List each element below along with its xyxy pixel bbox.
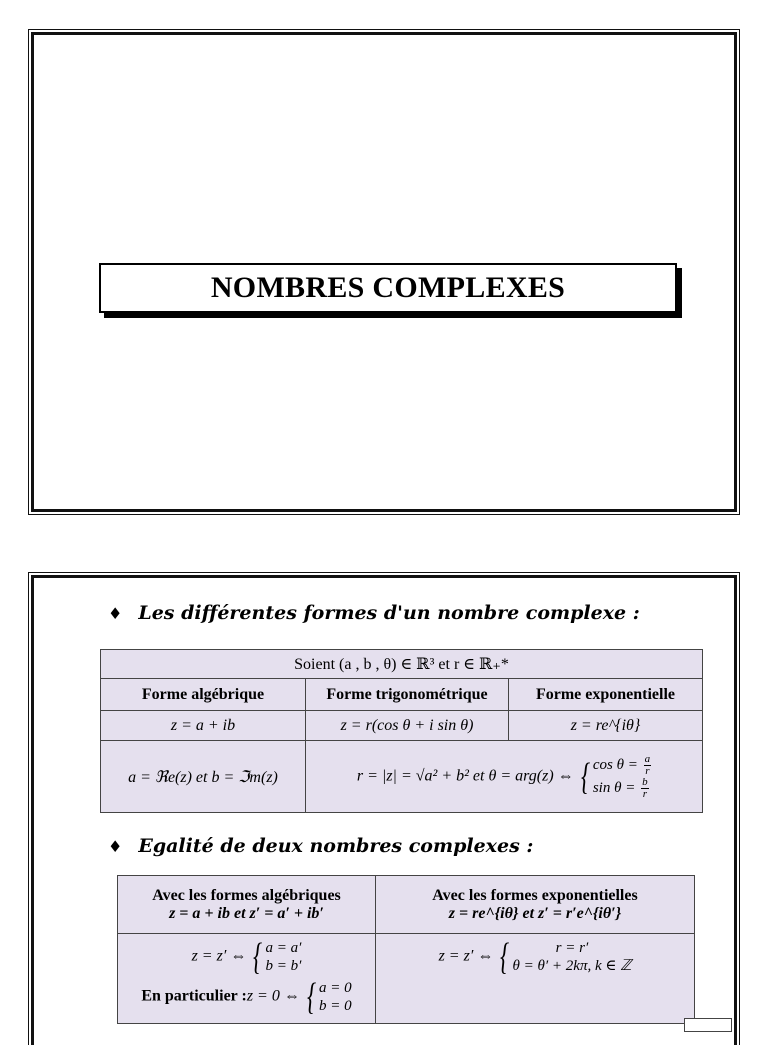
page-title: NOMBRES COMPLEXES (210, 271, 566, 304)
cell-algebraic-equality: z = z′ ⇔ { a = a′ b = b′ En particulier :z = 0 ⇔ { a = 0 b = 0 (118, 934, 376, 1024)
brace-icon: { (500, 936, 510, 978)
section-heading-forms (108, 602, 640, 624)
brace-icon: { (306, 976, 317, 1018)
equality-table (117, 875, 695, 1024)
diamond-bullet-icon: ♦ (108, 836, 123, 856)
brace-icon: { (580, 755, 590, 798)
cell-algebraic-form: z = a + ib (101, 711, 306, 741)
cell-modulus-argument: r = |z| = √a² + b² et θ = arg(z) ⇔ { cos θ = $\frac{a}{r}$ sin θ = $\frac{b}{r}$ (306, 741, 703, 813)
cell-exponential-equality: z = z′ ⇔ { r = r′ θ = θ′ + 2kπ, k ∈ ℤ (376, 934, 695, 1024)
header-trigonometric: Forme trigonométrique (306, 679, 509, 711)
header-algebraic: Forme algébrique (101, 679, 306, 711)
page-number-box (684, 1018, 732, 1032)
title-box (99, 263, 677, 313)
table-intro: Soient (a , b , θ) ∈ ℝ³ et r ∈ ℝ₊* (101, 650, 703, 679)
content-slide (31, 575, 737, 1045)
section-heading-text: Les différentes formes d'un nombre complexe : (138, 602, 640, 624)
brace-icon: { (253, 936, 263, 978)
section-heading-text: Egalité de deux nombres complexes : (138, 835, 534, 857)
header-exponential: Forme exponentielle (509, 679, 703, 711)
cell-trigonometric-form: z = r(cos θ + i sin θ) (306, 711, 509, 741)
cell-exponential-form: z = re^{iθ} (509, 711, 703, 741)
title-slide (31, 32, 737, 512)
section-heading-equality (108, 835, 533, 857)
header-exponential-equality: Avec les formes exponentielles z = re^{iθ} et z′ = r′e^{iθ′} (376, 876, 695, 934)
diamond-bullet-icon: ♦ (108, 603, 123, 623)
header-algebraic-equality: Avec les formes algébriques z = a + ib et z′ = a′ + ib′ (118, 876, 376, 934)
forms-table (100, 649, 703, 813)
cell-real-imag-parts: a = ℜe(z) et b = ℑm(z) (101, 741, 306, 813)
